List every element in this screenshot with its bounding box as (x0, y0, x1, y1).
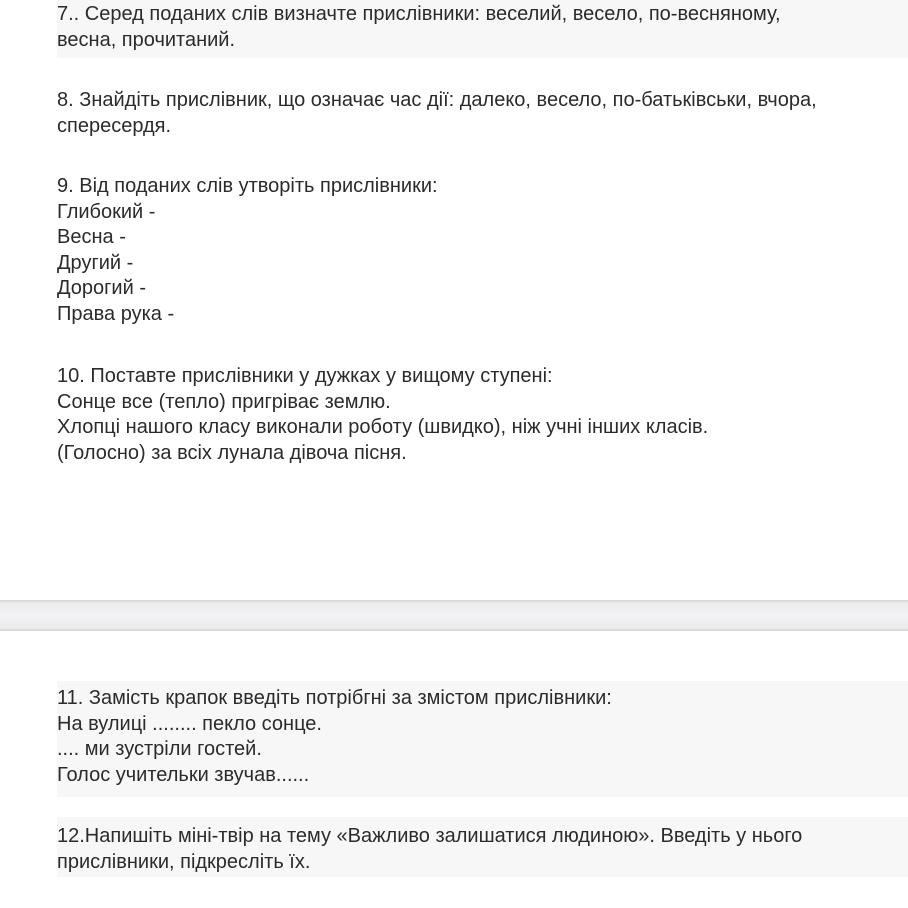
question-9-line-1: 9. Від поданих слів утворіть прислівники: (57, 175, 438, 197)
question-11-line-1: 11. Замість крапок введіть потрібгні за змістом прислівники: (57, 687, 612, 709)
question-7-line-2: весна, прочитаний. (57, 28, 236, 51)
question-8-line-2: спересердя. (57, 114, 172, 137)
question-10-line-3: Хлопці нашого класу виконали роботу (швидко), ніж учні інших класів. (57, 416, 709, 438)
question-9-line-5: Дорогий - (57, 277, 146, 299)
question-7-line-1: 7.. Серед поданих слів визначте прислівники: веселий, весело, по-весняному, (57, 3, 781, 25)
question-7 (0, 2, 908, 53)
question-11-line-2: На вулиці ........ пекло сонце. (57, 712, 322, 735)
question-9-line-2: Глибокий - (57, 200, 156, 223)
question-12-line-2: прислівники, підкресліть їх. (57, 850, 311, 873)
question-9-line-4: Другий - (57, 251, 134, 274)
question-10-line-2: Сонце все (тепло) пригріває землю. (57, 390, 391, 413)
question-11-line-4: Голос учительки звучав...... (57, 763, 310, 786)
question-8-line-1: 8. Знайдіть прислівник, що означає час дії: далеко, весело, по-батьківськи, вчора, (57, 89, 817, 111)
question-12-line-1: 12.Напишіть міні-твір на тему «Важливо залишатися людиною». Введіть у нього (57, 825, 803, 847)
question-11-line-3: .... ми зустріли гостей. (57, 738, 262, 760)
question-11 (0, 686, 908, 788)
question-8 (0, 88, 908, 139)
question-9-line-3: Весна - (57, 226, 126, 248)
question-9 (0, 174, 908, 327)
question-10-line-1: 10. Поставте прислівники у дужках у вищому ступені: (57, 365, 553, 387)
page-separator (0, 600, 908, 631)
question-10 (0, 364, 908, 466)
question-10-line-4: (Голосно) за всіх лунала дівоча пісня. (57, 441, 407, 464)
question-9-line-6: Права рука - (57, 302, 175, 325)
question-12 (0, 824, 908, 875)
document-page-bottom (0, 631, 908, 908)
